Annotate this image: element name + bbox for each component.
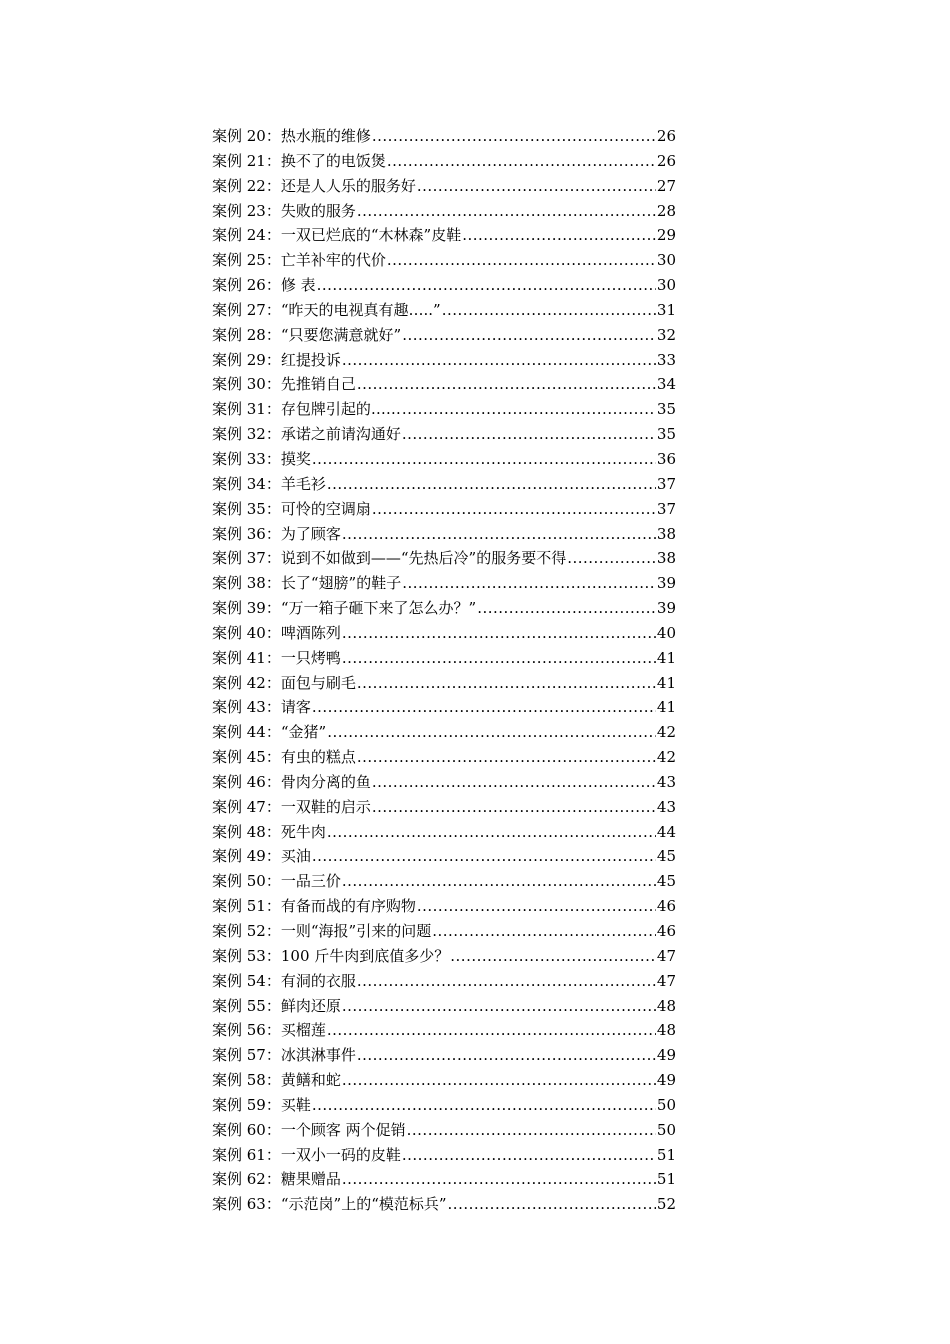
- toc-entry-title: 案例 30：先推销自己: [212, 375, 356, 394]
- toc-entry-page-number: 44: [656, 822, 676, 841]
- toc-entry[interactable]: [212, 149, 676, 174]
- toc-entry[interactable]: [212, 596, 676, 621]
- toc-entry-page-number: 27: [656, 176, 676, 195]
- toc-dot-leader: [372, 770, 656, 795]
- toc-entry-title: 案例 44：“金猪”: [212, 723, 327, 742]
- toc-entry-page-number: 43: [656, 797, 676, 816]
- toc-dot-leader: [342, 994, 656, 1019]
- toc-entry-page-number: 51: [656, 1145, 676, 1164]
- toc-entry-title: 案例 27：“昨天的电视真有趣…..”: [212, 300, 441, 319]
- toc-entry[interactable]: [212, 223, 676, 248]
- toc-entry-title: 案例 21：换不了的电饭煲: [212, 151, 386, 170]
- toc-entry-title: 案例 49：买油: [212, 847, 311, 866]
- toc-entry-title: 案例 39：“万一箱子砸下来了怎么办？”: [212, 599, 477, 618]
- toc-entry-title: 案例 25：亡羊补牢的代价: [212, 251, 386, 270]
- toc-dot-leader: [342, 646, 656, 671]
- toc-entry-page-number: 41: [656, 673, 676, 692]
- toc-entry-page-number: 47: [656, 946, 676, 965]
- toc-entry-title: 案例 28：“只要您满意就好”: [212, 325, 402, 344]
- toc-entry-title: 案例 52：一则“海报”引来的问题: [212, 922, 432, 940]
- toc-entry[interactable]: [212, 894, 676, 919]
- toc-dot-leader: [357, 745, 656, 770]
- toc-dot-leader: [387, 248, 656, 273]
- toc-dot-leader: [402, 397, 656, 422]
- toc-entry-title: 案例 35：可怜的空调扇: [212, 499, 371, 518]
- toc-entry-page-number: 48: [656, 1021, 676, 1040]
- toc-entry-title: 案例 24：一双已烂底的“木林森”皮鞋: [212, 226, 462, 245]
- toc-entry-page-number: 50: [656, 1095, 676, 1114]
- toc-entry[interactable]: [212, 273, 676, 298]
- toc-entry[interactable]: [212, 199, 676, 224]
- toc-entry-title: 案例 22：还是人人乐的服务好: [212, 176, 416, 195]
- toc-entry-title: 案例 59：买鞋: [212, 1095, 311, 1114]
- toc-entry[interactable]: [212, 397, 676, 422]
- toc-entry[interactable]: [212, 795, 676, 820]
- toc-dot-leader: [327, 472, 656, 497]
- toc-entry-title: 案例 29：红提投诉: [212, 350, 341, 369]
- toc-entry-page-number: 46: [656, 897, 676, 916]
- toc-entry-title: 案例 26：修 表: [212, 276, 316, 295]
- toc-dot-leader: [567, 546, 656, 571]
- toc-entry-title: 案例 51：有备而战的有序购物: [212, 897, 416, 916]
- toc-entry[interactable]: [212, 348, 676, 373]
- toc-entry-page-number: 42: [656, 748, 676, 767]
- toc-entry[interactable]: [212, 994, 676, 1019]
- toc-entry[interactable]: [212, 372, 676, 397]
- toc-entry-page-number: 38: [656, 549, 676, 568]
- toc-dot-leader: [342, 1167, 656, 1192]
- toc-entry-page-number: 32: [656, 325, 676, 344]
- toc-entry[interactable]: [212, 695, 676, 720]
- toc-dot-leader: [442, 298, 656, 323]
- toc-entry[interactable]: [212, 720, 676, 745]
- toc-entry[interactable]: [212, 323, 676, 348]
- toc-entry[interactable]: [212, 1167, 676, 1192]
- toc-entry[interactable]: [212, 1068, 676, 1093]
- toc-entry-page-number: 52: [656, 1195, 676, 1214]
- toc-dot-leader: [402, 1143, 656, 1168]
- toc-entry-page-number: 28: [656, 201, 676, 220]
- toc-dot-leader: [402, 422, 656, 447]
- toc-dot-leader: [327, 1018, 656, 1043]
- toc-dot-leader: [327, 820, 656, 845]
- toc-entry-title: 案例 33：摸奖: [212, 449, 311, 468]
- toc-entry-page-number: 50: [656, 1120, 676, 1139]
- toc-entry-page-number: 30: [656, 251, 676, 270]
- toc-entry[interactable]: [212, 944, 676, 969]
- toc-entry[interactable]: [212, 546, 676, 571]
- toc-dot-leader: [402, 571, 656, 596]
- toc-entry[interactable]: [212, 969, 676, 994]
- toc-entry[interactable]: [212, 497, 676, 522]
- toc-entry-page-number: 45: [656, 872, 676, 891]
- toc-entry[interactable]: [212, 820, 676, 845]
- toc-entry[interactable]: [212, 844, 676, 869]
- toc-entry-title: 案例 36：为了顾客: [212, 524, 341, 543]
- toc-dot-leader: [342, 869, 656, 894]
- toc-entry-page-number: 47: [656, 971, 676, 990]
- toc-entry[interactable]: [212, 869, 676, 894]
- toc-entry-title: 案例 60：一个顾客 两个促销: [212, 1120, 406, 1139]
- toc-entry-title: 案例 53：100 斤牛肉到底值多少？: [212, 946, 450, 965]
- toc-entry-page-number: 41: [656, 698, 676, 717]
- toc-entry-title: 案例 55：鲜肉还原: [212, 996, 341, 1015]
- toc-entry[interactable]: [212, 422, 676, 447]
- toc-entry-title: 案例 48：死牛肉: [212, 822, 326, 841]
- table-of-contents: [212, 124, 676, 1217]
- toc-entry-title: 案例 50：一品三价: [212, 872, 341, 891]
- toc-entry-page-number: 43: [656, 772, 676, 791]
- toc-dot-leader: [417, 174, 656, 199]
- toc-dot-leader: [312, 1093, 656, 1118]
- toc-entry[interactable]: [212, 621, 676, 646]
- toc-entry-title: 案例 47：一双鞋的启示: [212, 797, 371, 816]
- toc-dot-leader: [450, 944, 656, 969]
- toc-entry-title: 案例 58：黄鳝和蛇: [212, 1071, 341, 1090]
- toc-entry-page-number: 35: [656, 425, 676, 444]
- toc-entry-page-number: 49: [656, 1071, 676, 1090]
- toc-entry[interactable]: [212, 174, 676, 199]
- toc-entry-title: 案例 56：买榴莲: [212, 1021, 326, 1040]
- toc-entry-page-number: 37: [656, 499, 676, 518]
- toc-entry-title: 案例 23：失败的服务: [212, 201, 356, 220]
- toc-entry[interactable]: [212, 248, 676, 273]
- toc-entry-title: 案例 45：有虫的糕点: [212, 748, 356, 767]
- toc-entry[interactable]: [212, 472, 676, 497]
- toc-entry[interactable]: [212, 646, 676, 671]
- toc-entry-title: 案例 43：请客: [212, 698, 311, 717]
- toc-entry[interactable]: [212, 522, 676, 547]
- toc-entry-page-number: 37: [656, 474, 676, 493]
- toc-entry-title: 案例 20：热水瓶的维修: [212, 127, 371, 145]
- toc-entry-page-number: 49: [656, 1046, 676, 1065]
- toc-dot-leader: [312, 844, 656, 869]
- toc-entry-page-number: 42: [656, 723, 676, 742]
- toc-entry[interactable]: [212, 298, 676, 323]
- toc-entry-page-number: 35: [656, 400, 676, 419]
- toc-entry-page-number: 31: [656, 300, 676, 319]
- toc-entry-title: 案例 41：一只烤鸭: [212, 648, 341, 667]
- toc-entry-page-number: 36: [656, 449, 676, 468]
- toc-dot-leader: [357, 671, 656, 696]
- toc-entry-page-number: 34: [656, 375, 676, 394]
- toc-dot-leader: [372, 124, 656, 149]
- toc-entry-page-number: 30: [656, 276, 676, 295]
- toc-dot-leader: [327, 720, 656, 745]
- toc-entry-title: 案例 42：面包与刷毛: [212, 673, 356, 692]
- toc-dot-leader: [432, 919, 656, 944]
- toc-entry-page-number: 51: [656, 1170, 676, 1189]
- toc-entry-page-number: 39: [656, 574, 676, 593]
- toc-entry-page-number: 40: [656, 623, 676, 642]
- toc-dot-leader: [312, 695, 656, 720]
- toc-entry-page-number: 46: [656, 922, 676, 940]
- toc-dot-leader: [407, 1118, 656, 1143]
- toc-entry-page-number: 26: [656, 127, 676, 145]
- toc-entry[interactable]: [212, 1118, 676, 1143]
- toc-entry-title: 案例 34：羊毛衫: [212, 474, 326, 493]
- toc-entry-title: 案例 38：长了“翅膀”的鞋子: [212, 574, 402, 593]
- toc-entry[interactable]: [212, 919, 676, 944]
- toc-dot-leader: [462, 223, 656, 248]
- toc-entry-page-number: 45: [656, 847, 676, 866]
- toc-dot-leader: [342, 1068, 656, 1093]
- toc-entry-page-number: 29: [656, 226, 676, 245]
- toc-dot-leader: [372, 497, 656, 522]
- toc-entry-page-number: 39: [656, 599, 676, 618]
- toc-dot-leader: [477, 596, 656, 621]
- toc-entry-title: 案例 31：存包牌引起的……: [212, 400, 401, 419]
- toc-entry-page-number: 26: [656, 151, 676, 170]
- toc-dot-leader: [387, 149, 656, 174]
- toc-dot-leader: [342, 348, 656, 373]
- toc-entry[interactable]: [212, 447, 676, 472]
- toc-entry[interactable]: [212, 1043, 676, 1068]
- toc-entry[interactable]: [212, 124, 676, 149]
- toc-entry-title: 案例 46：骨肉分离的鱼: [212, 772, 371, 791]
- toc-entry[interactable]: [212, 671, 676, 696]
- toc-entry-title: 案例 61：一双小一码的皮鞋: [212, 1145, 401, 1164]
- toc-entry[interactable]: [212, 1143, 676, 1168]
- toc-entry-title: 案例 32：承诺之前请沟通好: [212, 425, 401, 444]
- toc-dot-leader: [448, 1192, 656, 1217]
- toc-dot-leader: [372, 795, 656, 820]
- toc-entry[interactable]: [212, 1093, 676, 1118]
- toc-dot-leader: [312, 447, 656, 472]
- toc-dot-leader: [357, 1043, 656, 1068]
- toc-entry-title: 案例 63：“示范岗”上的“模范标兵”: [212, 1195, 447, 1214]
- toc-entry[interactable]: [212, 745, 676, 770]
- toc-entry-page-number: 33: [656, 350, 676, 369]
- toc-dot-leader: [342, 621, 656, 646]
- toc-dot-leader: [417, 894, 656, 919]
- toc-entry-page-number: 38: [656, 524, 676, 543]
- toc-dot-leader: [357, 969, 656, 994]
- toc-dot-leader: [357, 199, 656, 224]
- toc-dot-leader: [402, 323, 656, 348]
- toc-entry-title: 案例 62：糖果赠品: [212, 1170, 341, 1189]
- toc-entry-page-number: 48: [656, 996, 676, 1015]
- toc-dot-leader: [342, 522, 656, 547]
- toc-dot-leader: [317, 273, 656, 298]
- toc-entry-page-number: 41: [656, 648, 676, 667]
- toc-entry[interactable]: [212, 1018, 676, 1043]
- toc-entry[interactable]: [212, 770, 676, 795]
- toc-entry-title: 案例 37：说到不如做到——“先热后冷”的服务要不得: [212, 549, 567, 568]
- toc-dot-leader: [357, 372, 656, 397]
- toc-entry-title: 案例 54：有洞的衣服: [212, 971, 356, 990]
- toc-entry-title: 案例 57：冰淇淋事件: [212, 1046, 356, 1065]
- toc-entry[interactable]: [212, 571, 676, 596]
- toc-entry-title: 案例 40：啤酒陈列: [212, 623, 341, 642]
- toc-entry[interactable]: [212, 1192, 676, 1217]
